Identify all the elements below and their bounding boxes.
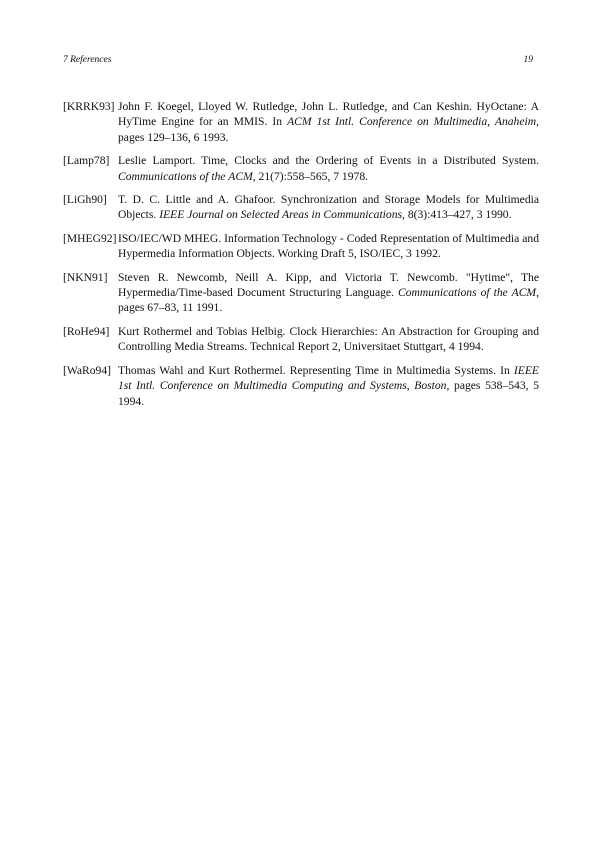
- reference-details: , pages 538–543, 5 1994.: [118, 379, 539, 408]
- page-number: 19: [523, 55, 533, 65]
- reference-key: [KRRK93]: [63, 100, 115, 113]
- reference-text: [118, 231, 539, 262]
- reference-entry-krrk93: [63, 99, 539, 145]
- reference-details: , 21(7):558–565, 7 1978.: [252, 169, 369, 183]
- reference-venue: IEEE Journal on Selected Areas in Communications: [159, 208, 403, 222]
- reference-key: [RoHe94]: [63, 324, 110, 338]
- reference-key: [Lamp78]: [63, 154, 110, 168]
- reference-list: [63, 99, 539, 417]
- reference-entry-rohe94: [63, 324, 539, 355]
- reference-entry-nkn91: [63, 270, 539, 316]
- reference-text: [118, 363, 539, 409]
- reference-authors-title: Leslie Lamport. Time, Clocks and the Ordering of Events in a Distributed System.: [118, 154, 539, 168]
- reference-details: , pages 67–83, 11 1991.: [118, 286, 539, 315]
- reference-authors-title: John F. Koegel, Lloyed W. Rutledge, John L. Rutledge, and Can Keshin. HyOctane: A HyTime Engine for an MMIS. In: [118, 100, 539, 129]
- reference-text: [118, 153, 539, 184]
- section-title: 7 References: [63, 55, 112, 65]
- reference-venue: Communications of the ACM: [118, 169, 253, 183]
- reference-details: , 8(3):413–427, 3 1990.: [402, 208, 512, 222]
- reference-authors-title: Thomas Wahl and Kurt Rothermel. Representing Time in Multimedia Systems. In: [118, 363, 514, 377]
- reference-entry-ligh90: [63, 192, 539, 223]
- reference-key: [WaRo94]: [63, 363, 112, 377]
- reference-authors-title: T. D. C. Little and A. Ghafoor. Synchronization and Storage Models for Multimedia Objects.: [118, 193, 539, 222]
- reference-venue: IEEE 1st Intl. Conference on Multimedia Computing and Systems, Boston: [118, 363, 539, 393]
- running-head: [63, 55, 533, 69]
- reference-text: [118, 270, 539, 316]
- reference-authors-title: Steven R. Newcomb, Neill A. Kipp, and Victoria T. Newcomb. "Hytime", The Hypermedia/Time-based Document Structuring Language.: [118, 270, 539, 300]
- reference-venue: Communications of the ACM: [398, 286, 537, 300]
- reference-entry-waro94: [63, 363, 539, 409]
- reference-entry-lamp78: [63, 153, 539, 184]
- reference-key: [LiGh90]: [63, 193, 107, 207]
- reference-venue: ACM 1st Intl. Conference on Multimedia, Anaheim: [287, 115, 537, 129]
- reference-key: [NKN91]: [63, 270, 108, 284]
- reference-text: [118, 324, 539, 355]
- reference-text: [118, 192, 539, 223]
- reference-key: [MHEG92]: [63, 231, 117, 245]
- reference-text: [118, 99, 539, 145]
- reference-entry-mheg92: [63, 231, 539, 262]
- reference-authors-title: ISO/IEC/WD MHEG. Information Technology - Coded Representation of Multimedia and Hypermedia Information Objects. Working Draft 5, ISO/IEC, 3 1992.: [118, 231, 539, 261]
- reference-details: , pages 129–136, 6 1993.: [118, 115, 539, 144]
- reference-authors-title: Kurt Rothermel and Tobias Helbig. Clock Hierarchies: An Abstraction for Grouping and Controlling Media Streams. Technical Report 2, Universitaet Stuttgart, 4 1994.: [118, 324, 539, 354]
